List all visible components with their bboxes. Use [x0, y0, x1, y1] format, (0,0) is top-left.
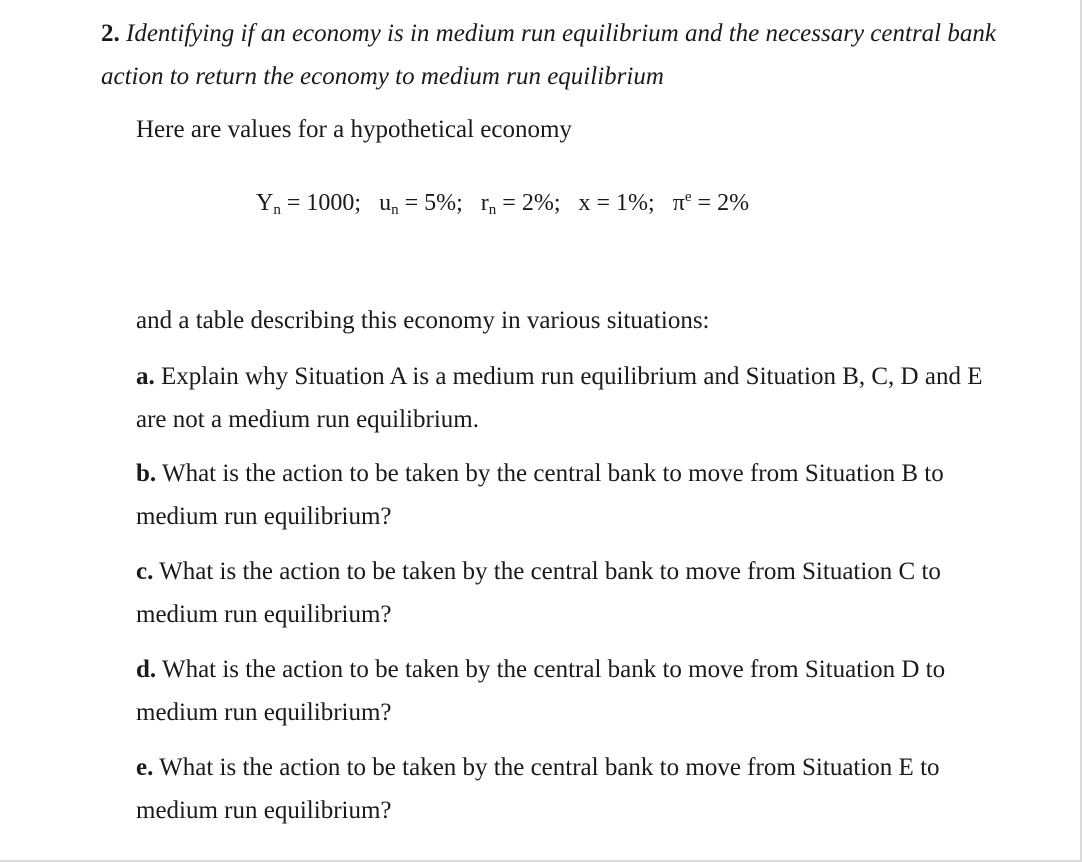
- param-x: x: [578, 190, 591, 216]
- question-d: [136, 648, 1016, 734]
- question-label: c.: [136, 558, 154, 585]
- question-c: [136, 550, 1016, 636]
- param-un: $u_n$: [379, 190, 399, 218]
- table-intro-text: and a table describing this economy in various situations:: [136, 307, 710, 334]
- question-text: What is the action to be taken by the central bank to move from Situation E to medium run equilibrium?: [136, 754, 940, 824]
- question-text: What is the action to be taken by the central bank to move from Situation C to medium run equilibrium?: [136, 558, 941, 628]
- param-un-value: 5%;: [424, 190, 463, 216]
- param-pi-e: $\pi^e$: [672, 189, 692, 216]
- question-b: [136, 452, 1016, 538]
- question-text: Explain why Situation A is a medium run equilibrium and Situation B, C, D and E are not a medium run equilibrium.: [136, 363, 983, 433]
- question-label: a.: [136, 363, 155, 390]
- param-pi-e-value: 2%: [717, 190, 750, 216]
- question-text: What is the action to be taken by the central bank to move from Situation B to medium run equilibrium?: [136, 460, 944, 530]
- economy-parameters: $Y_n = 1000$; $u_n = 5\%$; $r_n = 2\%$; x = 1%; $\pi^e = 2\%$: [256, 189, 750, 218]
- section-title: Identifying if an economy is in medium run equilibrium and the necessary central bank action to return the economy to medium run equilibrium: [101, 20, 996, 90]
- question-a: [136, 355, 1016, 441]
- param-x-value: 1%;: [616, 190, 655, 216]
- param-yn: $Y_n$: [256, 190, 281, 218]
- param-yn-value: 1000;: [306, 190, 362, 216]
- question-text: What is the action to be taken by the central bank to move from Situation D to medium run equilibrium?: [136, 656, 946, 726]
- section-heading: [101, 12, 1001, 98]
- question-e: [136, 746, 1016, 832]
- param-rn-value: 2%;: [521, 190, 561, 216]
- intro-text: Here are values for a hypothetical economy: [136, 116, 572, 143]
- question-label: e.: [136, 754, 154, 781]
- param-rn: $r_n$: [480, 190, 497, 218]
- section-number: 2.: [101, 20, 120, 47]
- question-label: b.: [136, 460, 157, 487]
- question-label: d.: [136, 656, 157, 683]
